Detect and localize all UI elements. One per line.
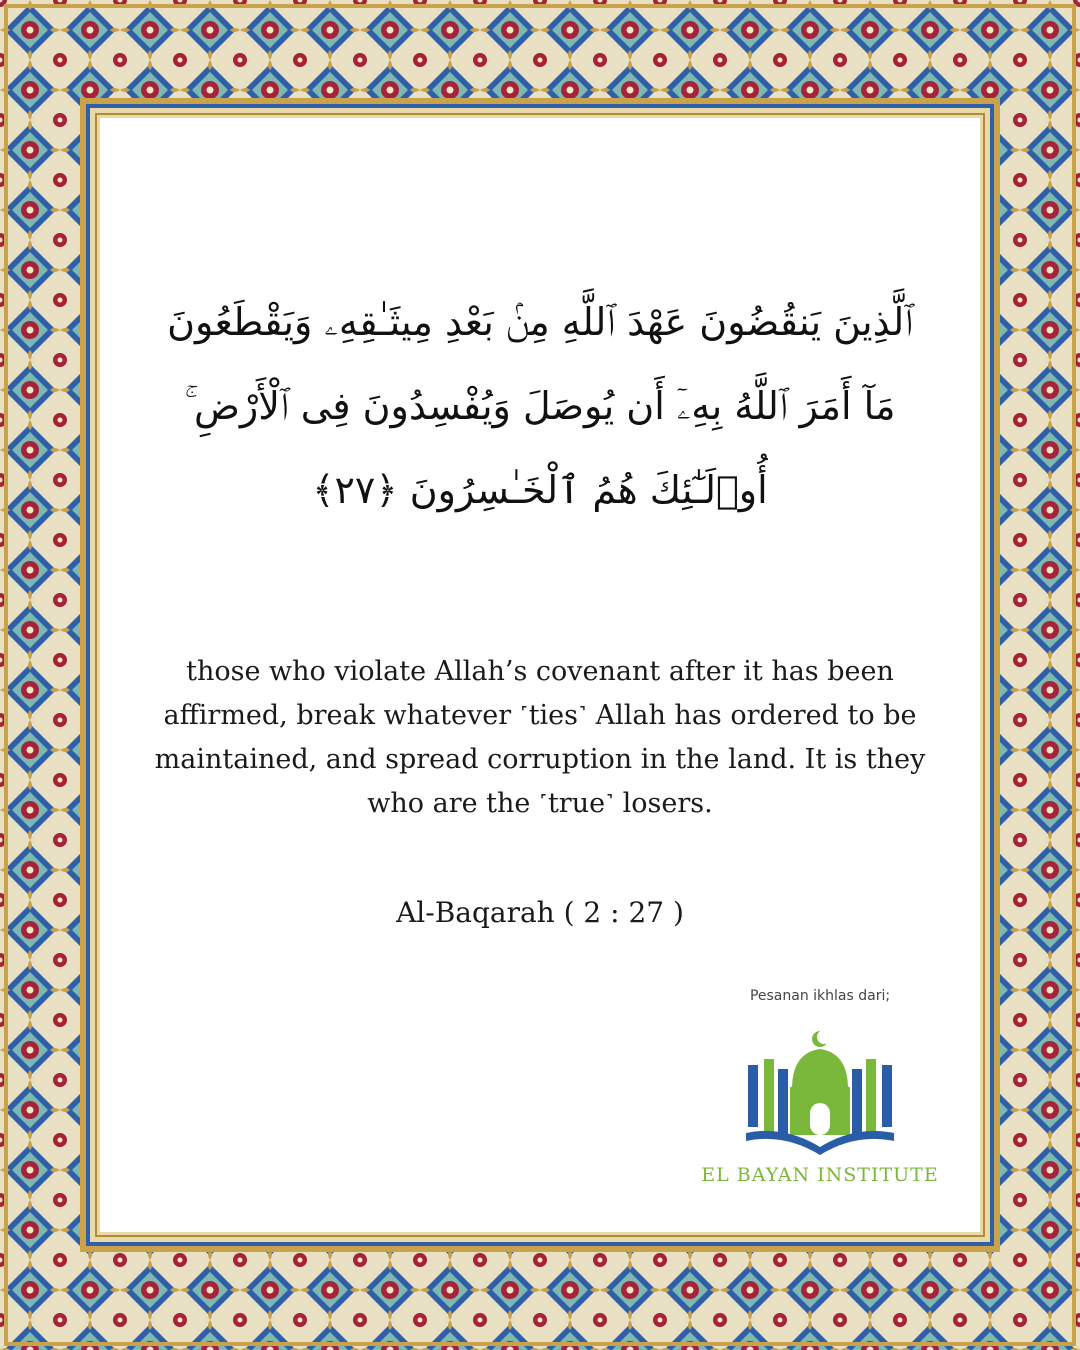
- verse-reference: Al-Baqarah ( 2 : 27 ): [396, 896, 684, 929]
- arabic-verse-line: ٱلَّذِينَ يَنقُضُونَ عَهْدَ ٱللَّهِ مِنۢ بَعْدِ مِيثَـٰقِهِۦ وَيَقْطَعُونَ: [167, 300, 913, 344]
- arabic-verse-line: أُو۟لَـٰٓئِكَ هُمُ ٱلْخَـٰسِرُونَ ﴿٢٧﴾: [312, 468, 768, 512]
- mosque-book-logo-icon: [740, 1025, 900, 1155]
- verse-translation: those who violate Allah’s covenant after it has been affirmed, break whatever ˹ties˺ Allah has ordered to be maintained, and spread corruption in the land. It is they who are the ˹true˺ losers.: [154, 656, 926, 819]
- credit-label: Pesanan ikhlas dari;: [749, 988, 891, 1004]
- organization-name: EL BAYAN INSTITUTE: [701, 1164, 939, 1186]
- arabic-verse-line: مَآ أَمَرَ ٱللَّهُ بِهِۦٓ أَن يُوصَلَ وَيُفْسِدُونَ فِى ٱلْأَرْضِ ۚ: [184, 384, 896, 428]
- arabic-verse: [100, 280, 980, 532]
